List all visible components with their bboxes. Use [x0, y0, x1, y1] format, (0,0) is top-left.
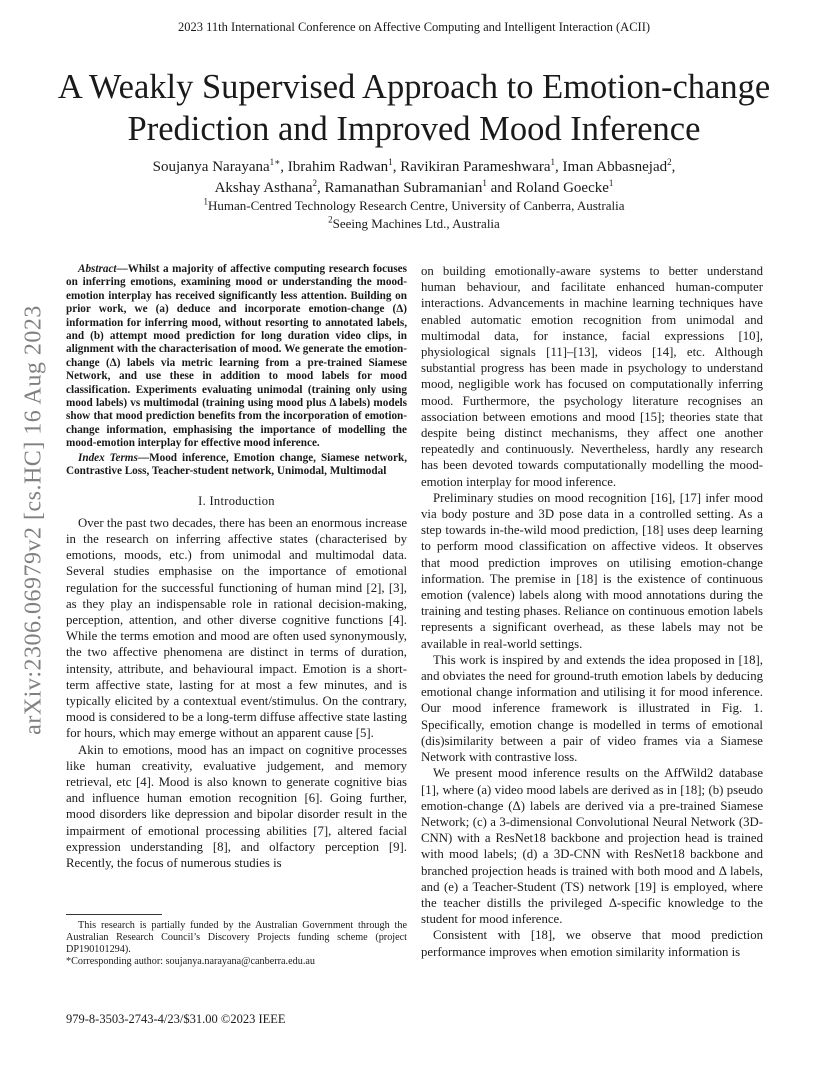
abstract-lead: Abstract: [78, 263, 117, 275]
index-terms: [66, 452, 407, 479]
author-4: , Iman Abbasnejad: [555, 159, 668, 175]
left-column: [66, 263, 407, 871]
author-4-affil: 2: [667, 157, 672, 167]
author-7-affil: 1: [608, 178, 614, 188]
author-list: [40, 157, 788, 199]
affiliation-1-mark: 1: [203, 196, 208, 207]
author-6-affil: 1: [482, 178, 487, 188]
index-terms-body: —Mood inference, Emotion change, Siamese network, Contrastive Loss, Teacher-student network, Unimodal, Multimodal: [66, 451, 407, 478]
corresponding-author-footnote: *Corresponding author: soujanya.narayana@canberra.edu.au: [66, 956, 315, 967]
footnotes: [66, 920, 407, 968]
author-1-affil: 1∗: [269, 157, 281, 167]
abstract: [66, 263, 407, 451]
intro-paragraph-6: We present mood inference results on the AffWild2 database [1], where (a) video mood labels are derived as in [18]; (b) pseudo emotion-change (Δ) labels are derived via a pre-trained Siamese Network; (c) a 3-dimensional Convolutional Neural Network (3D-CNN) with a ResNet18 backbone and projection head is trained with mood labels; (d) a 3D-CNN with ResNet18 backbone and branched projection heads is trained with both mood and Δ labels, and (e) a Teacher-Student (TS) network [19] is employed, where the teacher distills the privileged Δ-specific knowledge to the student for mood inference.: [421, 766, 763, 927]
author-3-affil: 1: [550, 157, 556, 167]
affiliation-1: [40, 197, 788, 214]
intro-paragraph-4: Preliminary studies on mood recognition [16], [17] infer mood via body posture and 3D pose data in a controlled setting. As a step towards in-the-wild mood prediction, [18] uses deep learning to perform mood classification on affective videos. It observes that mood prediction improves on utilising emotion-change information. The premise in [18] is the existence of continuous emotion (valence) labels along with mood annotations during the training and testing phases. Reliance on continuous emotion labels represents a significant overhead, as these labels may not be available in real-world settings.: [421, 490, 763, 651]
funding-footnote: This research is partially funded by the Australian Government through the Australian Research Council’s Discovery Projects funding scheme (project DP190101294).: [66, 920, 407, 955]
conference-header: 2023 11th International Conference on Affective Computing and Intelligent Interaction (ACII): [177, 20, 651, 34]
author-sep: ,: [671, 159, 676, 175]
section-heading-introduction: I. Introduction: [198, 493, 275, 508]
author-6: , Ramanathan Subramanian: [316, 180, 483, 196]
index-terms-lead: Index Terms: [78, 451, 138, 464]
author-5-affil: 2: [312, 178, 317, 188]
right-column: [421, 263, 763, 960]
author-1: Soujanya Narayana: [152, 159, 270, 175]
affiliation-2-text: Seeing Machines Ltd., Australia: [332, 216, 500, 231]
author-7: and Roland Goecke: [486, 180, 609, 196]
affiliation-2: [40, 215, 788, 232]
intro-paragraph-1: Over the past two decades, there has been an enormous increase in the research on inferring affective states (characterised by emotions, moods, etc.) from unimodal and multimodal data. Several studies emphasise on the importance of emotional regulation for the successful functioning of human mind [2], [3], as they play an indispensable role in rational decision-making, perception, attention, and other diverse cognitive functions [4]. While the terms emotion and mood are often used synonymously, the two affective phenomena are distinct in terms of duration, intensity, attribute, and behavioural impact. Emotion is a short-term affective state, lasting for at most a few minutes, and is typically elicited by a contextual event/stimulus. On the contrary, mood is considered to be a long-term diffuse affective state lasting for hours, which may emerge without an apparent cause [5].: [66, 515, 407, 741]
author-2: , Ibrahim Radwan: [280, 159, 389, 175]
arxiv-identifier: arXiv:2306.06979v2 [cs.HC] 16 Aug 2023: [20, 305, 47, 735]
author-3: , Ravikiran Parameshwara: [392, 159, 551, 175]
title-line-1: A Weakly Supervised Approach to Emotion-change: [57, 68, 771, 106]
intro-paragraph-2: Akin to emotions, mood has an impact on cognitive processes like human creativity, evaluative judgement, and memory retrieval, etc [4]. Mood is also known to generate cognitive bias and influence human emotion recognition [6]. Going further, mood disorders like depression and bipolar disorder result in the impairment of emotional processing abilities [7], altered facial expression understanding [8], and olfactory perception [9]. Recently, the focus of numerous studies is: [66, 742, 407, 870]
paper-title: [40, 66, 788, 150]
affiliation-2-mark: 2: [328, 214, 333, 225]
author-5: Akshay Asthana: [214, 180, 313, 196]
copyright-line: 979-8-3503-2743-4/23/$31.00 ©2023 IEEE: [66, 1012, 286, 1026]
intro-paragraph-5: This work is inspired by and extends the idea proposed in [18], and obviates the need for ground-truth emotion labels by deducing emotional change information and utilising it for mood inference. Our mood inference framework is illustrated in Fig. 1. Specifically, emotion change is modelled in terms of emotional (dis)similarity between a pair of video frames via a Siamese Network with contrastive loss.: [421, 652, 763, 765]
footnote-divider: [66, 914, 162, 915]
author-2-affil: 1: [388, 157, 393, 167]
intro-paragraph-7: Consistent with [18], we observe that mood prediction performance improves when emotion similarity information is: [421, 928, 763, 959]
intro-paragraph-3: on building emotionally-aware systems to better understand human behaviour, and facilitate enhanced human-computer interactions. Advancements in machine learning techniques have enabled automatic emotion recognition from unimodal and multimodal data, for instance, facial expressions [10], physiological signals [11]–[13], videos [14], etc. Although substantial progress has been made in psychology to understand mood, negligible work has focused on computationally inferring mood. Furthermore, the psychology literature recognises an association between emotions and mood [15]; theories state that despite being distinct mechanisms, they affect one another repeatedly and continuously. Nevertheless, hardly any research has been devoted towards computationally modelling the mood-emotion interplay for mood inference.: [421, 264, 763, 489]
abstract-body: —Whilst a majority of affective computing research focuses on inferring emotions, examining mood or understanding the mood-emotion interplay has received significantly less attention. Building on prior work, we (a) deduce and incorporate emotion-change (Δ) information for inferring mood, without resorting to annotated labels, and (b) attempt mood prediction for long duration video clips, in alignment with the characterisation of mood. We generate the emotion-change (Δ) labels via metric learning from a pre-trained Siamese Network, and use these in addition to mood labels for mood classification. Experiments evaluating unimodal (training only using mood labels) vs multimodal (training using mood plus Δ labels) models show that mood prediction benefits from the incorporation of emotion-change information, emphasising the importance of modelling the mood-emotion interplay for effective mood inference.: [66, 263, 407, 450]
title-line-2: Prediction and Improved Mood Inference: [127, 110, 701, 148]
arxiv-sidebar: [16, 285, 52, 755]
affiliation-1-text: Human-Centred Technology Research Centre, University of Canberra, Australia: [207, 198, 625, 213]
